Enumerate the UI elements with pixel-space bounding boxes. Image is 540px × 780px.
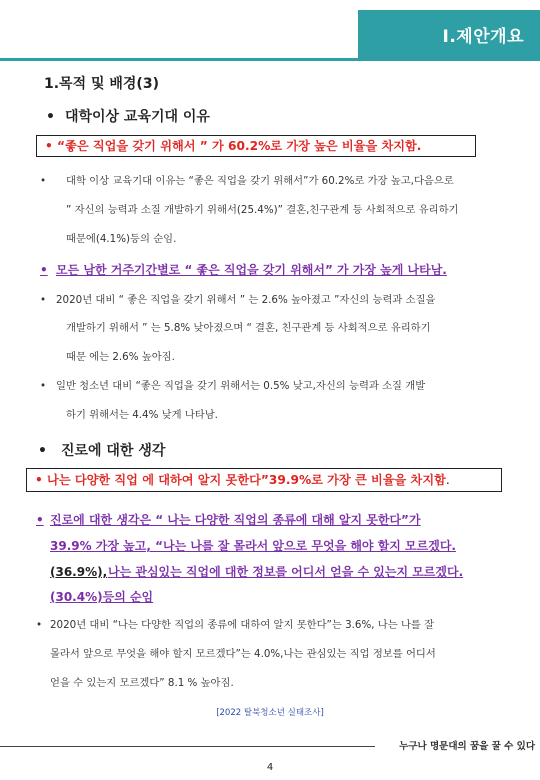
- purple-emphasis-line: 나는 관심있는 직업에 대한 정보를 어디서 얻을 수 있는지 모르겠다.: [108, 565, 464, 579]
- purple-emphasis-line: 모든 남한 거주기간별로 “ 좋은 직업을 갖기 위해서” 가 가장 높게 나타남.: [56, 263, 447, 277]
- paragraph-line: 대학 이상 교육기대 이유는 “좋은 직업을 갖기 위해서”가 60.2%로 가장 높고,다음으로: [66, 175, 454, 187]
- source-citation: [2022 탈북청소년 실태조사]: [216, 708, 324, 718]
- subheading-career-thoughts: [38, 440, 165, 460]
- purple-emphasis-line: 39.9% 가장 높고, “나는 나를 잘 몰라서 앞으로 무엇을 해야 할지 모르겠다.: [50, 539, 456, 553]
- bullet: •: [45, 139, 53, 153]
- paragraph-line: 얻을 수 있는지 모르겠다” 8.1 % 높아짐.: [50, 677, 234, 689]
- bullet: •: [40, 175, 47, 187]
- paragraph-line: 일반 청소년 대비 “좋은 직업을 갖기 위해서는 0.5% 낮고,자신의 능력과 소질 개발: [56, 380, 426, 392]
- header-bar: [0, 0, 540, 62]
- paragraph-line: 때문에(4.1%)등의 순임.: [66, 233, 177, 245]
- paragraph-line: 몰라서 앞으로 무엇을 해야 할지 모르겠다”는 4.0%,나는 관심있는 직업 정보를 어디서: [50, 648, 436, 660]
- bullet: •: [40, 380, 47, 392]
- bullet: •: [35, 473, 43, 487]
- header-title: Ⅰ.제안개요: [358, 10, 540, 58]
- bullet: •: [36, 619, 43, 631]
- bullet: •: [36, 513, 44, 527]
- page-number: 4: [266, 762, 274, 773]
- bullet: •: [40, 263, 48, 277]
- footer-divider: [0, 746, 375, 747]
- paragraph-line: 때문 에는 2.6% 높아짐.: [66, 351, 175, 363]
- purple-emphasis-line: 진로에 대한 생각은 “ 나는 다양한 직업의 종류에 대해 알지 못한다”가: [50, 513, 421, 527]
- highlight-text: “좋은 직업을 갖기 위해서 ” 가 60.2%로 가장 높은 비율을 차지함.: [57, 139, 422, 153]
- bullet: •: [46, 109, 55, 125]
- paragraph-line: 2020년 대비 “나는 다양한 직업의 종류에 대하여 알지 못한다”는 3.6%, 나는 나를 잘: [50, 619, 435, 631]
- paragraph-line: 하기 위해서는 4.4% 낮게 나타남.: [66, 409, 218, 421]
- emphasis-line-black: (36.9%),: [50, 565, 108, 579]
- paragraph-line: 개발하기 위해서 ” 는 5.8% 낮아졌으며 “ 결혼, 친구관계 등 사회적으로 유리하기: [66, 322, 431, 334]
- paragraph-line: ” 자신의 능력과 소질 개발하기 위해서(25.4%)” 결혼,친구관계 등 사회적으로 유리하기: [66, 204, 459, 216]
- footer-slogan: 누구나 명문대의 꿈을 꿀 수 있다: [399, 741, 535, 752]
- section-title: 1.목적 및 배경(3): [44, 76, 159, 92]
- highlight-box-2: [26, 468, 502, 492]
- paragraph-line: 2020년 대비 “ 좋은 직업을 갖기 위해서 ” 는 2.6% 높아졌고 ”자신의 능력과 소질을: [56, 294, 436, 306]
- bullet: •: [38, 443, 47, 459]
- highlight-tail: .: [445, 473, 450, 487]
- highlight-text: 나는 다양한 직업 에 대하여 알지 못한다”39.9%로 가장 큰 비율을 차지함: [47, 473, 446, 487]
- subheading-education-reason: [46, 106, 210, 126]
- header-divider: [0, 58, 540, 61]
- purple-emphasis-line: (30.4%)등의 순임: [50, 590, 154, 604]
- highlight-box-1: [36, 135, 476, 157]
- subheading-text: 진로에 대한 생각: [60, 443, 166, 459]
- bullet: •: [40, 294, 47, 306]
- subheading-text: 대학이상 교육기대 이유: [64, 109, 210, 125]
